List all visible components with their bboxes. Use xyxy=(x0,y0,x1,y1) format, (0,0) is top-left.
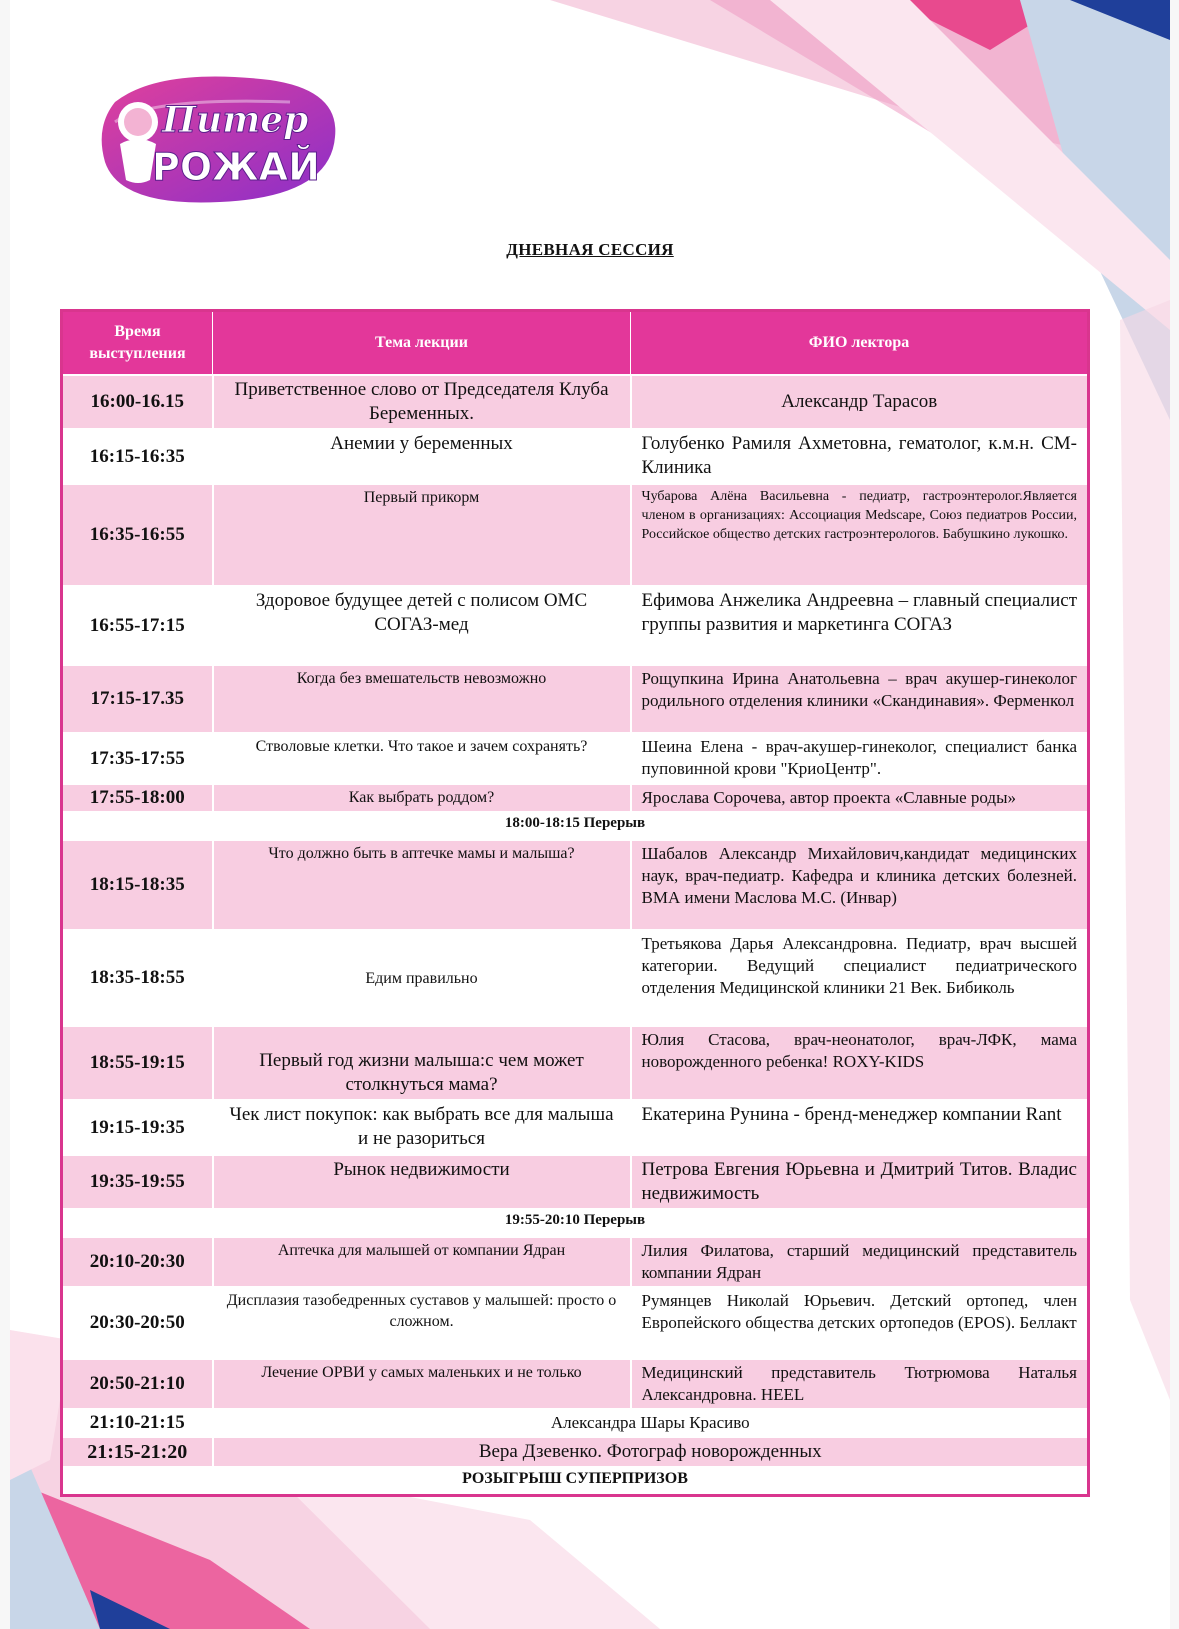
table-row xyxy=(62,840,1089,930)
break-label: 18:00-18:15 Перерыв xyxy=(62,812,1089,840)
header-topic: Тема лекции xyxy=(213,311,631,376)
row-merged: Александра Шары Красиво xyxy=(213,1409,1089,1437)
row-merged: Вера Дзевенко. Фотограф новорожденных xyxy=(213,1437,1089,1467)
schedule-table xyxy=(60,309,1090,1497)
row-topic: Первый прикорм xyxy=(213,484,631,586)
row-time: 20:10-20:30 xyxy=(62,1237,213,1287)
table-row xyxy=(62,665,1089,733)
table-row xyxy=(62,1155,1089,1209)
row-time: 21:15-21:20 xyxy=(62,1437,213,1467)
table-row xyxy=(62,1437,1089,1467)
table-row xyxy=(62,784,1089,812)
row-topic: Дисплазия тазобедренных суставов у малышей: просто о сложном. xyxy=(213,1287,631,1359)
table-header-row xyxy=(62,311,1089,376)
table-row xyxy=(62,484,1089,586)
row-lector: Ярослава Сорочева, автор проекта «Славные роды» xyxy=(631,784,1089,812)
table-row xyxy=(62,586,1089,665)
table-row xyxy=(62,1237,1089,1287)
row-lector: Юлия Стасова, врач-неонатолог, врач-ЛФК, мама новорожденного ребенка! ROXY-KIDS xyxy=(631,1026,1089,1100)
row-time: 17:55-18:00 xyxy=(62,784,213,812)
row-time: 17:15-17.35 xyxy=(62,665,213,733)
row-lector: Румянцев Николай Юрьевич. Детский ортопед, член Европейского общества детских ортопедов (EPOS). Беллакт xyxy=(631,1287,1089,1359)
table-row xyxy=(62,1026,1089,1100)
row-time: 21:10-21:15 xyxy=(62,1409,213,1437)
row-time: 19:35-19:55 xyxy=(62,1155,213,1209)
row-lector: Шеина Елена - врач-акушер-гинеколог, специалист банка пуповинной крови "КриоЦентр". xyxy=(631,733,1089,784)
row-time: 16:15-16:35 xyxy=(62,429,213,484)
row-lector: Александр Тарасов xyxy=(631,375,1089,429)
row-topic: Рынок недвижимости xyxy=(213,1155,631,1209)
break-row xyxy=(62,1467,1089,1496)
header-lector: ФИО лектора xyxy=(631,311,1089,376)
row-topic: Приветственное слово от Председателя Клуба Беременных. xyxy=(213,375,631,429)
table-row xyxy=(62,1287,1089,1359)
row-time: 17:35-17:55 xyxy=(62,733,213,784)
logo-line2: РОЖАЙ xyxy=(152,145,320,189)
break-row xyxy=(62,1209,1089,1237)
table-row xyxy=(62,1359,1089,1409)
row-time: 18:35-18:55 xyxy=(62,930,213,1026)
row-time: 20:50-21:10 xyxy=(62,1359,213,1409)
row-time: 20:30-20:50 xyxy=(62,1287,213,1359)
row-lector: Шабалов Александр Михайлович,кандидат медицинских наук, врач-педиатр. Кафедра и клиника детских болезней. ВМА имени Маслова М.С. (Инвар) xyxy=(631,840,1089,930)
table-row xyxy=(62,429,1089,484)
row-topic: Первый год жизни малыша:с чем может столкнуться мама? xyxy=(213,1026,631,1100)
row-lector: Екатерина Рунина - бренд-менеджер компании Rant xyxy=(631,1100,1089,1155)
table-row xyxy=(62,1100,1089,1155)
row-topic: Как выбрать роддом? xyxy=(213,784,631,812)
row-topic: Что должно быть в аптечке мамы и малыша? xyxy=(213,840,631,930)
row-topic: Лечение ОРВИ у самых маленьких и не только xyxy=(213,1359,631,1409)
row-lector: Лилия Филатова, старший медицинский представитель компании Ядран xyxy=(631,1237,1089,1287)
table-row xyxy=(62,1409,1089,1437)
row-time: 19:15-19:35 xyxy=(62,1100,213,1155)
row-lector: Третьякова Дарья Александровна. Педиатр, врач высшей категории. Ведущий специалист педиатрического отделения Медицинской клиники 21 Век. Бибиколь xyxy=(631,930,1089,1026)
row-topic: Едим правильно xyxy=(213,930,631,1026)
row-topic: Анемии у беременных xyxy=(213,429,631,484)
table-row xyxy=(62,930,1089,1026)
row-topic: Чек лист покупок: как выбрать все для малыша и не разориться xyxy=(213,1100,631,1155)
row-lector: Голубенко Рамиля Ахметовна, гематолог, к.м.н. СМ-Клиника xyxy=(631,429,1089,484)
row-time: 16:00-16.15 xyxy=(62,375,213,429)
prize-draw-label: РОЗЫГРЫШ СУПЕРПРИЗОВ xyxy=(62,1467,1089,1496)
header-time: Время выступления xyxy=(62,311,213,376)
row-topic: Здоровое будущее детей с полисом ОМС СОГАЗ-мед xyxy=(213,586,631,665)
table-row xyxy=(62,733,1089,784)
break-row xyxy=(62,812,1089,840)
row-time: 16:55-17:15 xyxy=(62,586,213,665)
row-topic: Аптечка для малышей от компании Ядран xyxy=(213,1237,631,1287)
table-row xyxy=(62,375,1089,429)
row-lector: Петрова Евгения Юрьевна и Дмитрий Титов. Владис недвижимость xyxy=(631,1155,1089,1209)
break-label: 19:55-20:10 Перерыв xyxy=(62,1209,1089,1237)
row-time: 18:15-18:35 xyxy=(62,840,213,930)
logo xyxy=(90,62,350,212)
row-time: 18:55-19:15 xyxy=(62,1026,213,1100)
row-topic: Когда без вмешательств невозможно xyxy=(213,665,631,733)
page xyxy=(10,0,1170,1629)
logo-line1: Питер xyxy=(162,99,309,141)
row-lector: Рощупкина Ирина Анатольевна – врач акушер-гинеколог родильного отделения клиники «Скандинавия». Ферменкол xyxy=(631,665,1089,733)
row-lector: Медицинский представитель Тютрюмова Наталья Александровна. HEEL xyxy=(631,1359,1089,1409)
row-lector: Ефимова Анжелика Андреевна – главный специалист группы развития и маркетинга СОГАЗ xyxy=(631,586,1089,665)
session-title: ДНЕВНАЯ СЕССИЯ xyxy=(506,240,674,259)
row-lector: Чубарова Алёна Васильевна - педиатр, гастроэнтеролог.Является членом в организациях: Ассоциация Medscape, Союз педиатров России, Российское общество детских гастроэнтерологов. Бабушкино лукошко. xyxy=(631,484,1089,586)
row-time: 16:35-16:55 xyxy=(62,484,213,586)
row-topic: Стволовые клетки. Что такое и зачем сохранять? xyxy=(213,733,631,784)
